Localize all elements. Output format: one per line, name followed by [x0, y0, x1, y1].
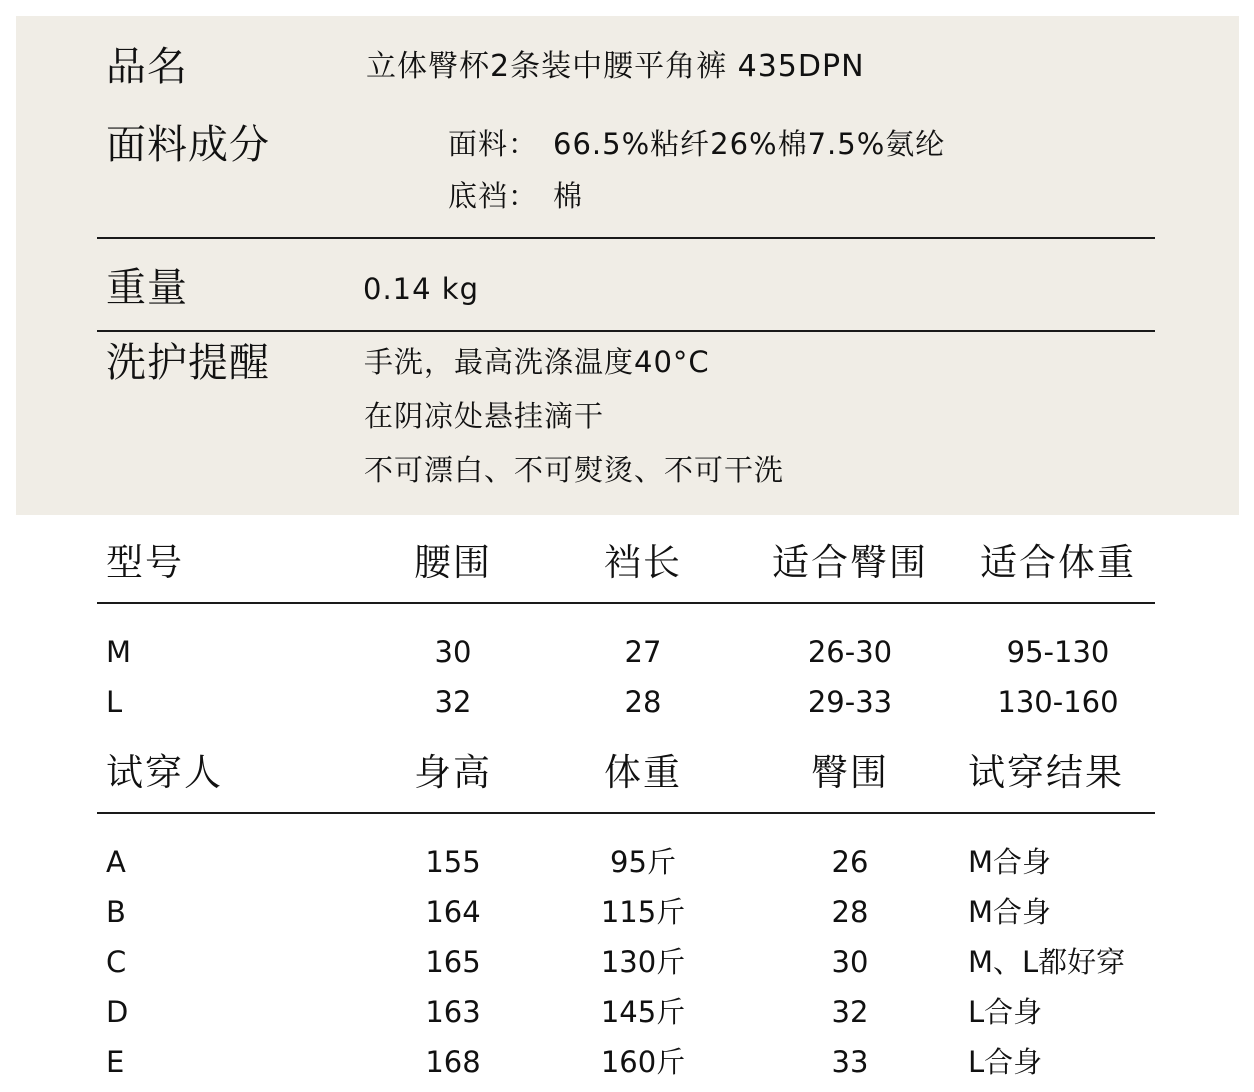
size-cell: 95-130	[1006, 635, 1110, 669]
fit-header-hip: 臀围	[811, 751, 889, 794]
size-cell: M	[106, 635, 132, 669]
care-line: 不可漂白、不可熨烫、不可干洗	[364, 453, 785, 487]
care-line: 在阴凉处悬挂滴干	[364, 399, 605, 433]
fit-cell: L合身	[968, 1045, 1043, 1079]
divider	[97, 237, 1155, 239]
fit-cell: 168	[425, 1045, 481, 1079]
fabric-label: 面料：	[448, 127, 539, 161]
fit-cell: M合身	[968, 845, 1052, 879]
size-header-hip: 适合臀围	[772, 541, 928, 584]
fit-header-weight: 体重	[604, 751, 682, 794]
fit-cell: 160斤	[600, 1045, 686, 1079]
size-header-waist: 腰围	[414, 541, 492, 584]
size-header-rise: 裆长	[604, 541, 682, 584]
fit-cell: L合身	[968, 995, 1043, 1029]
fit-cell: 163	[425, 995, 481, 1029]
size-cell: 32	[434, 685, 472, 719]
divider	[97, 602, 1155, 604]
fit-cell: 165	[425, 945, 481, 979]
size-cell: 130-160	[997, 685, 1119, 719]
product-info-panel	[16, 16, 1239, 515]
size-cell: 27	[624, 635, 662, 669]
size-cell: 29-33	[807, 685, 893, 719]
crotch-label: 底裆：	[448, 179, 539, 213]
fit-cell: 32	[831, 995, 869, 1029]
fit-cell: 130斤	[600, 945, 686, 979]
product-name-label: 品名	[106, 44, 188, 90]
size-header-weight: 适合体重	[980, 541, 1136, 584]
fit-cell: 115斤	[600, 895, 686, 929]
size-header-model: 型号	[106, 541, 184, 584]
fit-cell: C	[106, 945, 127, 979]
fit-header-tester: 试穿人	[106, 751, 223, 794]
fit-cell: 145斤	[600, 995, 686, 1029]
fit-cell: D	[106, 995, 129, 1029]
weight-label: 重量	[106, 265, 188, 311]
fit-cell: A	[106, 845, 126, 879]
fit-header-result: 试穿结果	[968, 751, 1124, 794]
care-label: 洗护提醒	[106, 340, 270, 386]
crotch-value: 棉	[553, 179, 584, 213]
fit-cell: M、L都好穿	[968, 945, 1126, 979]
fit-cell: 164	[425, 895, 481, 929]
divider	[97, 330, 1155, 332]
fit-cell: M合身	[968, 895, 1052, 929]
fit-cell: 30	[831, 945, 869, 979]
fabric-value: 66.5%粘纤26%棉7.5%氨纶	[553, 127, 946, 161]
fit-cell: E	[106, 1045, 125, 1079]
fit-cell: 33	[831, 1045, 869, 1079]
divider	[97, 812, 1155, 814]
fit-cell: B	[106, 895, 126, 929]
fit-cell: 28	[831, 895, 869, 929]
product-name-value: 立体臀杯2条装中腰平角裤 435DPN	[366, 49, 865, 84]
composition-label: 面料成分	[106, 122, 270, 168]
care-line: 手洗，最高洗涤温度40°C	[364, 345, 710, 379]
fit-cell: 26	[831, 845, 869, 879]
size-cell: 26-30	[807, 635, 893, 669]
weight-value: 0.14 kg	[363, 272, 479, 306]
fit-cell: 95斤	[610, 845, 676, 879]
fit-cell: 155	[425, 845, 481, 879]
size-cell: 30	[434, 635, 472, 669]
size-cell: 28	[624, 685, 662, 719]
size-cell: L	[106, 685, 123, 719]
fit-header-height: 身高	[414, 751, 492, 794]
